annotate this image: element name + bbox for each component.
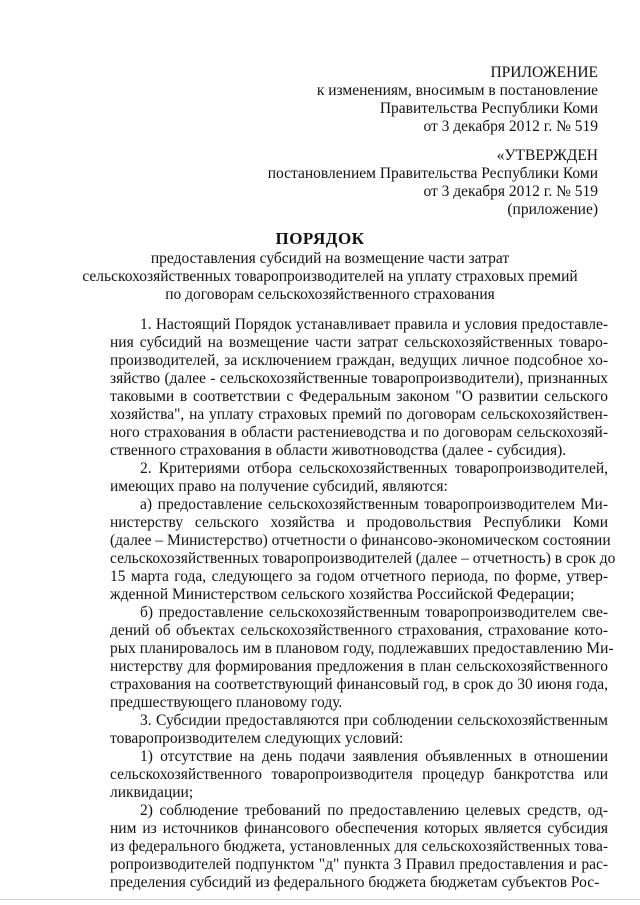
paragraph xyxy=(110,802,608,892)
paragraph-line: дений об объектах сельскохозяйственного страхования, страхование кото- xyxy=(110,622,608,639)
appendix-line: Правительства Республики Коми xyxy=(379,100,598,117)
paragraph-line: ния субсидий на возмещение части затрат сельскохозяйственных товаро- xyxy=(110,334,608,351)
approval-line: постановлением Правительства Республики Коми xyxy=(267,165,598,182)
approval-line: от 3 декабря 2012 г. № 519 xyxy=(423,183,598,200)
document-title: ПОРЯДОК xyxy=(275,229,365,248)
paragraph-line: 2) соблюдение требований по предоставлению целевых средств, од- xyxy=(140,802,608,819)
paragraph-line: ропроизводителей подпунктом "д" пункта 3 Правил предоставления и рас- xyxy=(110,856,608,873)
paragraph-line: б) предоставление сельскохозяйственным товаропроизводителем све- xyxy=(140,604,608,621)
paragraph-line: сельскохозяйственных товаропроизводителей (далее – отчетность) в срок до xyxy=(110,550,616,567)
paragraph-line: жденной Министерством сельского хозяйства Российской Федерации; xyxy=(110,586,575,603)
paragraph xyxy=(110,604,614,712)
approval-block xyxy=(268,147,598,219)
page-edge-divider xyxy=(0,899,640,900)
subtitle-line: по договорам сельскохозяйственного страхования xyxy=(165,286,495,303)
paragraph-line: рых планировалось им в плановом году, подлежавших предоставлению Ми- xyxy=(110,640,614,657)
paragraph xyxy=(110,712,608,748)
paragraph xyxy=(110,496,616,604)
appendix-title: ПРИЛОЖЕНИЕ xyxy=(490,64,598,81)
paragraph-line: таковыми в соответствии с Федеральным законом "О развитии сельского xyxy=(110,388,608,405)
paragraph-line: ликвидации; xyxy=(110,784,194,801)
paragraph-line: товаропроизводителем следующих условий: xyxy=(110,730,404,747)
paragraph-line: ного страхования в области растениеводства и по договорам сельскохозяй- xyxy=(110,424,608,441)
appendix-line: от 3 декабря 2012 г. № 519 xyxy=(423,118,598,135)
appendix-block xyxy=(317,64,598,136)
subtitle-line: сельскохозяйственных товаропроизводителей на уплату страховых премий xyxy=(82,268,578,285)
paragraph xyxy=(110,460,608,496)
paragraph-line: 1. Настоящий Порядок устанавливает правила и условия предоставле- xyxy=(140,316,608,333)
paragraph-line: производителей, за исключением граждан, ведущих личное подсобное хо- xyxy=(110,352,608,369)
appendix-line: к изменениям, вносимым в постановление xyxy=(316,82,598,99)
paragraph-line: нистерству сельского хозяйства и продовольствия Республики Коми xyxy=(110,514,608,531)
paragraph-line: а) предоставление сельскохозяйственным товаропроизводителем Ми- xyxy=(140,496,608,513)
paragraph-line: (далее – Министерство) отчетности о финансово-экономическом состоянии xyxy=(110,532,611,549)
paragraph-line: из федерального бюджета, установленных для сельскохозяйственных това- xyxy=(110,838,608,855)
paragraph-line: 1) отсутствие на день подачи заявления объявленных в отношении xyxy=(140,748,608,765)
paragraph xyxy=(110,316,608,460)
paragraph-line: предшествующего плановому году. xyxy=(110,694,343,711)
approval-line: (приложение) xyxy=(507,201,598,218)
paragraph-line: 2. Критериями отбора сельскохозяйственных товаропроизводителей, xyxy=(140,460,608,477)
document-subtitle xyxy=(60,250,600,304)
paragraph-line: хозяйства", на уплату страховых премий по договорам сельскохозяйствен- xyxy=(110,406,608,423)
paragraph-line: ним из источников финансового обеспечения которых является субсидия xyxy=(110,820,608,837)
document-body xyxy=(110,316,616,892)
approval-title: «УТВЕРЖДЕН xyxy=(496,147,598,164)
subtitle-line: предоставления субсидий на возмещение части затрат xyxy=(150,250,510,267)
paragraph-line: нистерству для формирования предложения в план сельскохозяйственного xyxy=(110,658,608,675)
paragraph-line: сельскохозяйственного товаропроизводителя процедур банкротства или xyxy=(110,766,608,783)
paragraph xyxy=(110,748,608,802)
paragraph-line: зяйство (далее - сельскохозяйственные товаропроизводители), признанных xyxy=(110,370,608,387)
paragraph-line: ственного страхования в области животноводства (далее - субсидия). xyxy=(110,442,567,459)
paragraph-line: 3. Субсидии предоставляются при соблюдении сельскохозяйственным xyxy=(140,712,608,729)
paragraph-line: пределения субсидий из федерального бюджета бюджетам субъектов Рос- xyxy=(110,874,600,891)
paragraph-line: страхования на соответствующий финансовый год, в срок до 30 июня года, xyxy=(110,676,608,693)
paragraph-line: имеющих право на получение субсидий, являются: xyxy=(110,478,448,495)
paragraph-line: 15 марта года, следующего за годом отчетного периода, по форме, утвер- xyxy=(110,568,608,585)
